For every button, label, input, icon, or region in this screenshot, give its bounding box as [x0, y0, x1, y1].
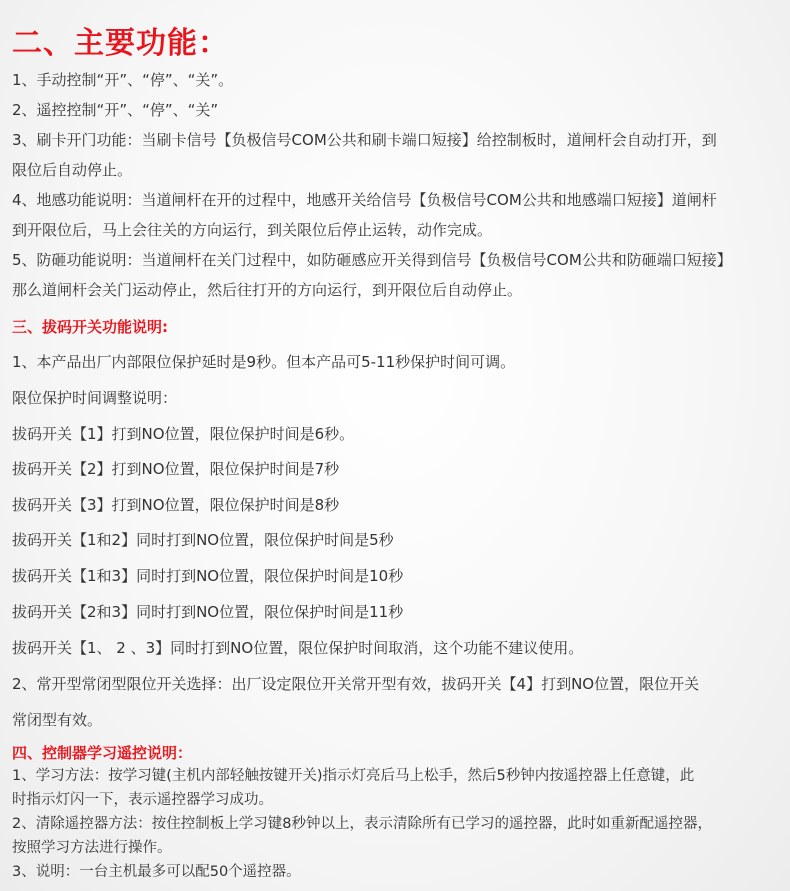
section3-line-6: 拔码开关【1和2】同时打到NO位置，限位保护时间是5秒: [12, 531, 394, 549]
section4-line-3: 2、清除遥控器方法：按住控制板上学习键8秒钟以上，表示清除所有已学习的遥控器，此时如重新配遥控器，: [12, 816, 712, 832]
section2-line-1: 1、手动控制“开”、“停”、“关”。: [12, 71, 234, 89]
section2-line-2: 2、遥控控制“开”、“停”、“关”: [12, 101, 219, 119]
section4-line-5: 3、说明：一台主机最多可以配50个遥控器。: [12, 864, 301, 880]
section2-line-5: 4、地感功能说明：当道闸杆在开的过程中，地感开关给信号【负极信号COM公共和地感端口短接】道闸杆: [12, 191, 717, 209]
section2-line-4: 限位后自动停止。: [12, 161, 133, 179]
section2-title: 二、主要功能：: [12, 26, 229, 61]
section3-line-11: 常闭型有效。: [12, 711, 103, 729]
section3-line-7: 拔码开关【1和3】同时打到NO位置，限位保护时间是10秒: [12, 567, 404, 585]
section2-line-8: 那么道闸杆会关门运动停止，然后往打开的方向运行，到开限位后自动停止。: [12, 281, 523, 299]
section3-line-5: 拔码开关【3】打到NO位置，限位保护时间是8秒: [12, 496, 340, 514]
section3-line-8: 拔码开关【2和3】同时打到NO位置，限位保护时间是11秒: [12, 603, 404, 621]
section3-line-4: 拔码开关【2】打到NO位置，限位保护时间是7秒: [12, 460, 340, 478]
section4-line-4: 按照学习方法进行操作。: [12, 840, 172, 856]
section4-line-1: 1、学习方法：按学习键(主机内部轻触按键开关)指示灯亮后马上松手，然后5秒钟内按遥控器上任意键，此: [12, 768, 695, 784]
section2-line-3: 3、刷卡开门功能：当刷卡信号【负极信号COM公共和刷卡端口短接】给控制板时，道闸杆会自动打开，到: [12, 131, 717, 149]
section3-line-1: 1、本产品出厂内部限位保护延时是9秒。但本产品可5-11秒保护时间可调。: [12, 353, 516, 371]
section4-title: 四、控制器学习遥控说明：: [12, 744, 193, 762]
section4-line-2: 时指示灯闪一下，表示遥控器学习成功。: [12, 792, 273, 808]
section3-line-9: 拔码开关【1、 2 、3】同时打到NO位置，限位保护时间取消，这个功能不建议使用。: [12, 639, 584, 657]
section2-line-7: 5、防砸功能说明：当道闸杆在关门过程中，如防砸感应开关得到信号【负极信号COM公共和防砸端口短接】: [12, 251, 732, 269]
section3-line-3: 拔码开关【1】打到NO位置，限位保护时间是6秒。: [12, 425, 355, 443]
section2-line-6: 到开限位后，马上会往关的方向运行，到关限位后停止运转，动作完成。: [12, 221, 493, 239]
section3-line-2: 限位保护时间调整说明：: [12, 389, 178, 407]
section3-line-10: 2、常开型常闭型限位开关选择：出厂设定限位开关常开型有效，拔码开关【4】打到NO位置，限位开关: [12, 675, 700, 693]
section3-title: 三、拔码开关功能说明:: [12, 318, 168, 336]
